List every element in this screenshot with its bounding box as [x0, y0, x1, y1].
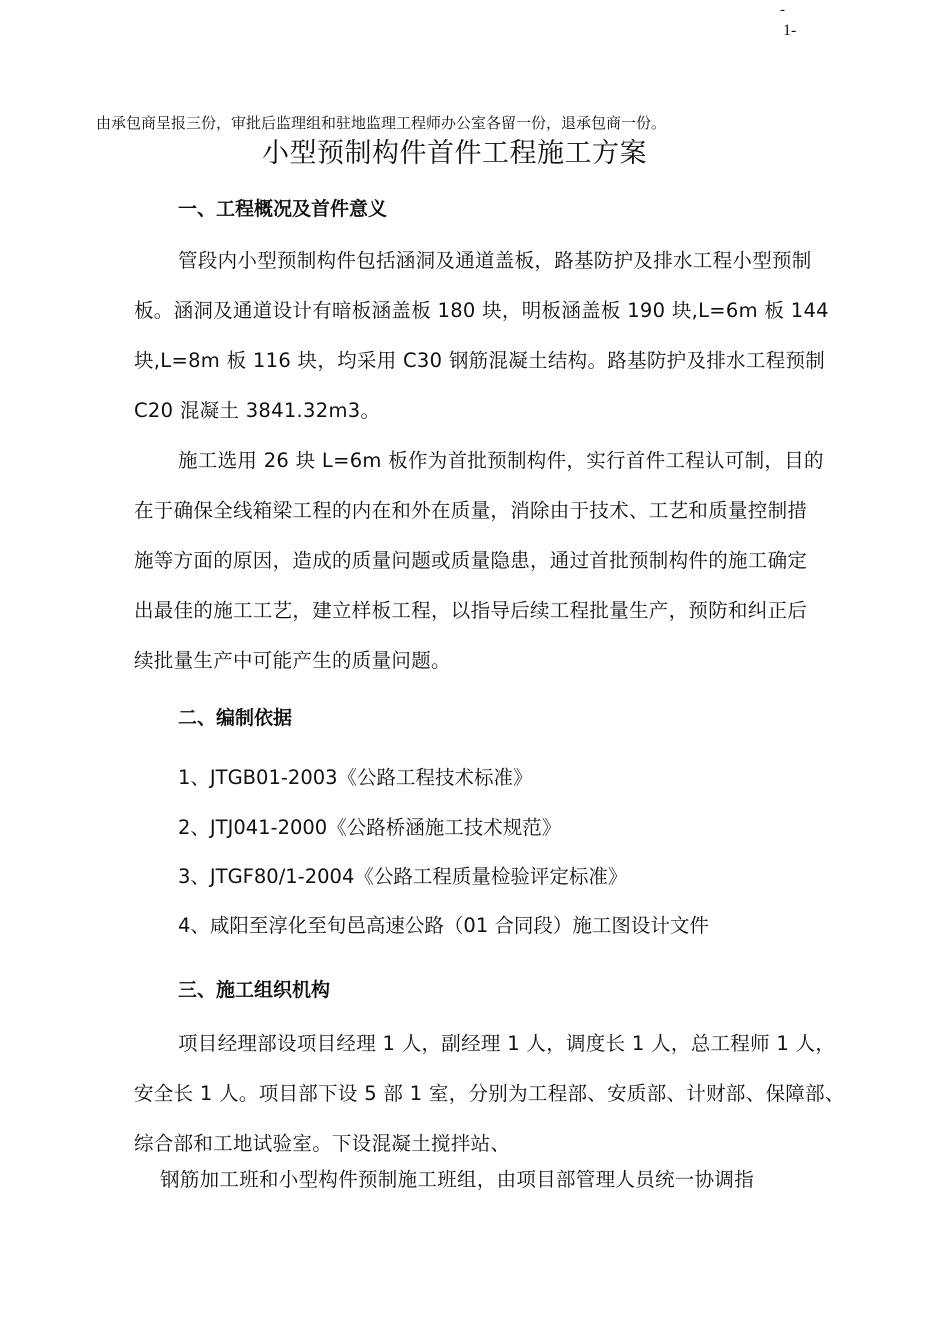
reference-item-4: 4、咸阳至淳化至旬邑高速公路（01 合同段）施工图设计文件 [178, 914, 709, 937]
document-title: 小型预制构件首件工程施工方案 [262, 138, 647, 169]
reference-item-3: 3、JTGF80/1-2004《公路工程质量检验评定标准》 [178, 865, 628, 888]
section-1-paragraph-2-line-4: 出最佳的施工工艺，建立样板工程，以指导后续工程批量生产，预防和纠正后 [134, 599, 808, 622]
section-1-paragraph-1-line-3: 块,L=8m 板 116 块，均采用 C30 钢筋混凝土结构。路基防护及排水工程预制 [134, 349, 826, 372]
section-1-paragraph-2-line-1: 施工选用 26 块 L=6m 板作为首批预制构件，实行首件工程认可制，目的 [178, 449, 824, 472]
section-1-paragraph-1-line-2: 板。涵洞及通道设计有暗板涵盖板 180 块，明板涵盖板 190 块,L=6m 板 144 [134, 299, 829, 322]
section-1-paragraph-2-line-2: 在于确保全线箱梁工程的内在和外在质量，消除由于技术、工艺和质量控制措 [134, 499, 808, 522]
submission-note: 由承包商呈报三份，审批后监理组和驻地监理工程师办公室各留一份，退承包商一份。 [96, 114, 667, 132]
section-2-heading: 二、编制依据 [178, 707, 293, 729]
section-1-paragraph-1-line-1: 管段内小型预制构件包括涵洞及通道盖板，路基防护及排水工程小型预制 [178, 249, 812, 272]
section-1-paragraph-2-line-3: 施等方面的原因，造成的质量问题或质量隐患，通过首批预制构件的施工确定 [134, 549, 808, 572]
section-3-paragraph-line-3: 综合部和工地试验室。下设混凝土搅拌站、 [134, 1132, 511, 1155]
section-3-heading: 三、施工组织机构 [178, 979, 331, 1001]
section-3-paragraph-line-2: 安全长 1 人。项目部下设 5 部 1 室，分别为工程部、安质部、计财部、保障部、 [134, 1082, 845, 1105]
section-1-heading: 一、工程概况及首件意义 [178, 198, 388, 220]
section-3-paragraph-line-4: 钢筋加工班和小型构件预制施工班组，由项目部管理人员统一协调指 [160, 1168, 755, 1191]
section-3-paragraph-line-1: 项目经理部设项目经理 1 人，副经理 1 人，调度长 1 人，总工程师 1 人， [178, 1032, 836, 1055]
section-1-paragraph-2-line-5: 续批量生产中可能产生的质量问题。 [134, 649, 451, 672]
page-number: 1- [783, 22, 797, 39]
reference-item-1: 1、JTGB01-2003《公路工程技术标准》 [178, 766, 533, 789]
reference-item-2: 2、JTJ041-2000《公路桥涵施工技术规范》 [178, 816, 562, 839]
page-number-dash: - [780, 2, 785, 18]
section-1-paragraph-1-line-4: C20 混凝土 3841.32m3。 [134, 399, 381, 422]
